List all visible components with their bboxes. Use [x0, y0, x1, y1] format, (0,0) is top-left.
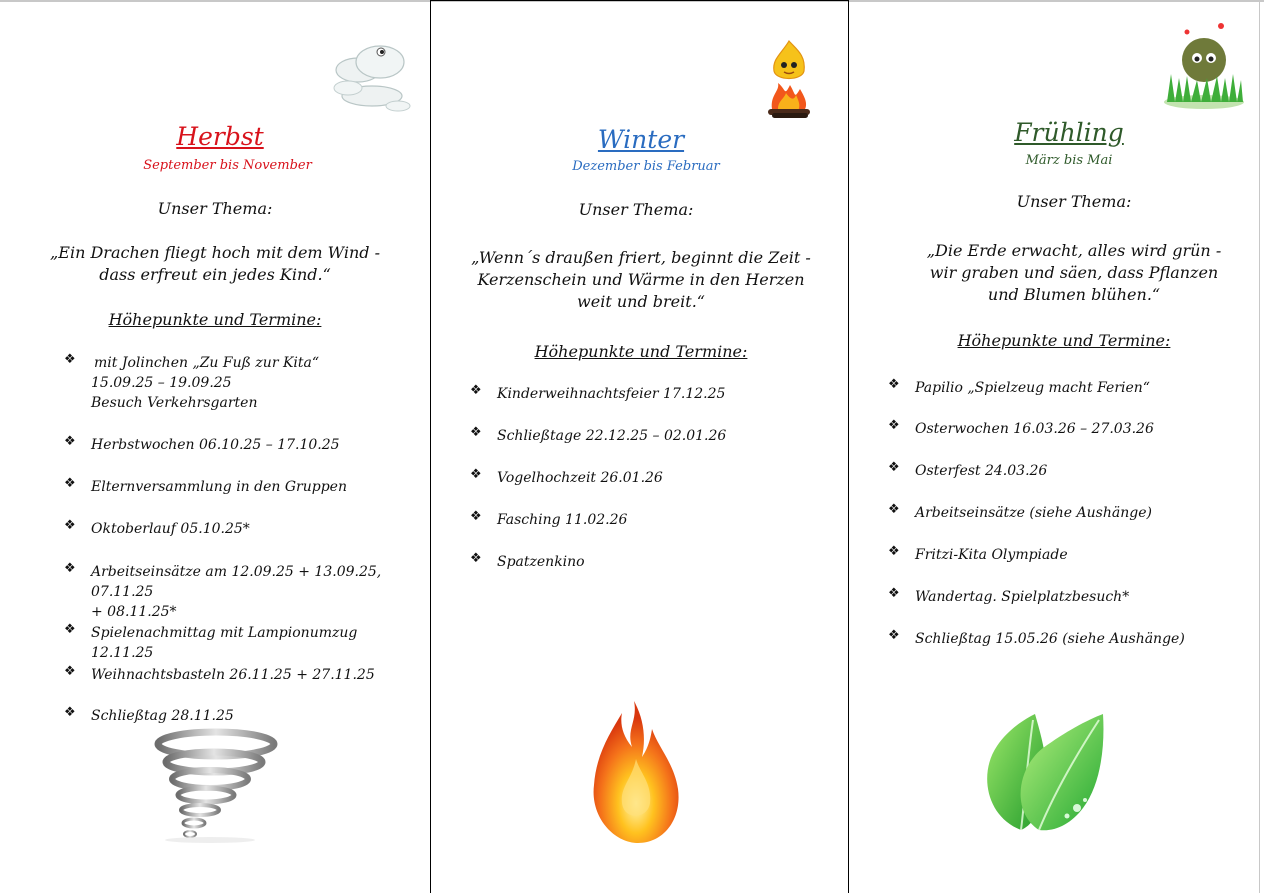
bullet-icon: ❖	[470, 551, 482, 566]
season-months: Dezember bis Februar	[572, 159, 720, 174]
item-line: Weihnachtsbasteln 26.11.25 + 27.11.25	[91, 667, 375, 683]
flame-icon	[586, 699, 686, 849]
season-months: März bis Mai	[1025, 153, 1113, 168]
quote-line: dass erfreut ein jedes Kind.“	[99, 265, 331, 284]
list-item	[91, 623, 421, 663]
bullet-icon: ❖	[888, 377, 900, 392]
bullet-icon: ❖	[470, 509, 482, 524]
grass-sprite-icon	[1161, 18, 1247, 110]
item-line: Wandertag. Spielplatzbesuch*	[915, 589, 1130, 605]
bullet-icon: ❖	[64, 476, 76, 491]
column-herbst	[0, 0, 430, 893]
highlights-heading: Höhepunkte und Termine:	[108, 310, 322, 329]
highlights-heading: Höhepunkte und Termine:	[534, 342, 748, 361]
list-item	[915, 419, 1245, 439]
list-item	[915, 378, 1245, 398]
list-item	[497, 552, 827, 572]
item-line: Arbeitseinsätze (siehe Aushänge)	[915, 505, 1152, 521]
item-line: Fasching 11.02.26	[497, 512, 628, 528]
highlights-heading: Höhepunkte und Termine:	[957, 331, 1171, 350]
item-line: Spatzenkino	[497, 554, 585, 570]
season-title: Frühling	[1014, 118, 1124, 147]
theme-quote	[451, 247, 831, 313]
item-line: + 08.11.25*	[91, 604, 177, 620]
item-line: Osterwochen 16.03.26 – 27.03.26	[915, 421, 1154, 437]
bullet-icon: ❖	[888, 628, 900, 643]
theme-label: Unser Thema:	[157, 199, 273, 218]
bullet-icon: ❖	[888, 418, 900, 433]
item-line: Besuch Verkehrsgarten	[91, 395, 258, 411]
item-line: Elternversammlung in den Gruppen	[91, 479, 347, 495]
item-line: Oktoberlauf 05.10.25*	[91, 521, 250, 537]
bullet-icon: ❖	[888, 502, 900, 517]
column-winter	[430, 0, 849, 893]
list-item	[915, 587, 1245, 607]
item-line: Osterfest 24.03.26	[915, 463, 1048, 479]
bullet-icon: ❖	[64, 518, 76, 533]
quote-line: und Blumen blühen.“	[987, 285, 1161, 304]
bullet-icon: ❖	[64, 434, 76, 449]
quote-line: Kerzenschein und Wärme in den Herzen	[477, 270, 805, 289]
list-item	[497, 468, 827, 488]
list-item	[915, 461, 1245, 481]
list-item	[91, 706, 421, 726]
item-line: Schließtag 28.11.25	[91, 708, 234, 724]
list-item	[915, 545, 1245, 565]
item-line: Schließtage 22.12.25 – 02.01.26	[497, 428, 727, 444]
list-item	[497, 510, 827, 530]
bullet-icon: ❖	[888, 460, 900, 475]
quote-line: „Die Erde erwacht, alles wird grün -	[926, 241, 1222, 260]
list-item	[91, 435, 421, 455]
right-divider	[1259, 0, 1260, 893]
list-item	[91, 477, 421, 497]
list-item	[91, 353, 421, 413]
bullet-icon: ❖	[64, 664, 76, 679]
bullet-icon: ❖	[470, 425, 482, 440]
list-item	[91, 562, 421, 622]
bullet-icon: ❖	[470, 467, 482, 482]
bullet-icon: ❖	[470, 383, 482, 398]
quote-line: „Ein Drachen fliegt hoch mit dem Wind -	[49, 243, 380, 262]
item-line: Kinderweihnachtsfeier 17.12.25	[497, 386, 726, 402]
list-item	[915, 503, 1245, 523]
bullet-icon: ❖	[888, 544, 900, 559]
item-line: Vogelhochzeit 26.01.26	[497, 470, 663, 486]
list-item	[91, 665, 421, 685]
item-line: Herbstwochen 06.10.25 – 17.10.25	[91, 437, 340, 453]
season-title: Herbst	[176, 122, 264, 151]
item-line: Spielenachmittag mit Lampionumzug 12.11.25	[91, 625, 358, 661]
item-line: Schließtag 15.05.26 (siehe Aushänge)	[915, 631, 1185, 647]
quote-line: wir graben und säen, dass Pflanzen	[929, 263, 1219, 282]
theme-label: Unser Thema:	[1016, 192, 1132, 211]
leaves-icon	[981, 712, 1111, 838]
theme-label: Unser Thema:	[578, 200, 694, 219]
bullet-icon: ❖	[64, 561, 76, 576]
quote-line: „Wenn´s draußen friert, beginnt die Zeit -	[471, 248, 811, 267]
item-line: Arbeitseinsätze am 12.09.25 + 13.09.25, 07.11.25	[91, 564, 382, 600]
theme-quote	[894, 240, 1254, 306]
item-line: 15.09.25 – 19.09.25	[91, 375, 232, 391]
bullet-icon: ❖	[64, 352, 76, 367]
season-months: September bis November	[143, 158, 312, 173]
column-fruehling	[849, 0, 1259, 893]
quote-line: weit und breit.“	[577, 292, 705, 311]
list-item	[91, 519, 421, 539]
bullet-icon: ❖	[888, 586, 900, 601]
bullet-icon: ❖	[64, 705, 76, 720]
fire-sprite-icon	[764, 37, 814, 121]
cloud-ghost-icon	[328, 36, 414, 114]
bullet-icon: ❖	[64, 622, 76, 637]
theme-quote	[30, 242, 400, 286]
list-item	[497, 426, 827, 446]
season-title: Winter	[597, 125, 685, 154]
tornado-icon	[150, 728, 280, 846]
item-line: mit Jolinchen „Zu Fuß zur Kita“	[94, 355, 320, 371]
list-item	[497, 384, 827, 404]
list-item	[915, 629, 1245, 649]
item-line: Papilio „Spielzeug macht Ferien“	[915, 380, 1150, 396]
item-line: Fritzi-Kita Olympiade	[915, 547, 1068, 563]
